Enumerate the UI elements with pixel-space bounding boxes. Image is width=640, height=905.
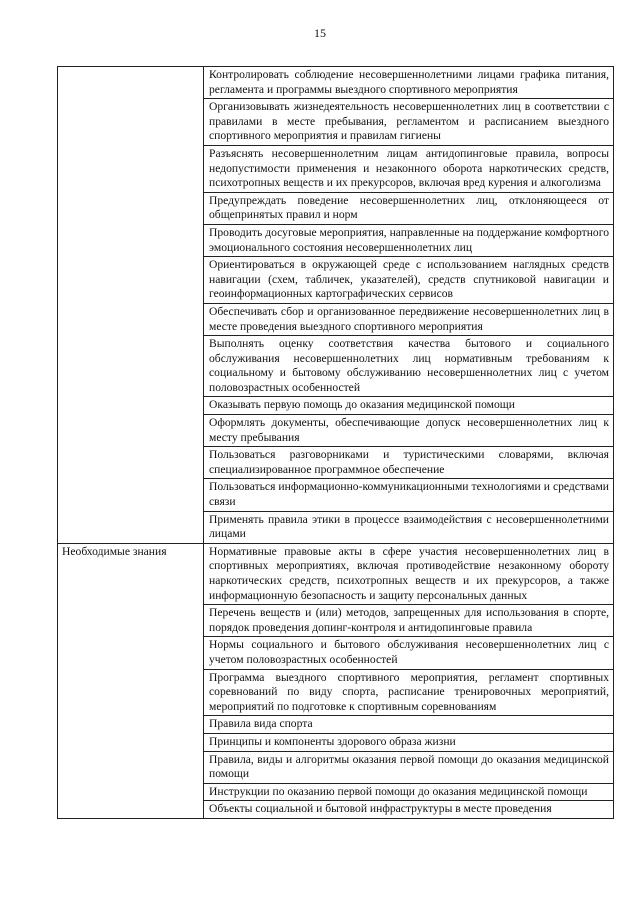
skill-item: Проводить досуговые мероприятия, направленные на поддержание комфортного эмоционального состояния несовершеннолетних лиц	[204, 224, 614, 256]
skill-item: Пользоваться разговорниками и туристическими словарями, включая специализированное программное обеспечение	[204, 447, 614, 479]
section-label-knowledge: Необходимые знания	[58, 543, 204, 818]
knowledge-item: Инструкции по оказанию первой помощи до оказания медицинской помощи	[204, 783, 614, 801]
page-number: 15	[314, 26, 326, 40]
knowledge-item: Принципы и компоненты здорового образа жизни	[204, 733, 614, 751]
skill-item: Контролировать соблюдение несовершеннолетними лицами графика питания, регламента и программы выездного спортивного мероприятия	[204, 67, 614, 99]
table-row	[58, 67, 614, 99]
skill-item: Разъяснять несовершеннолетним лицам антидопинговые правила, вопросы недопустимости применения и незаконного оборота наркотических средств, психотропных веществ и их прекурсоров, включая вред курения и алкоголизма	[204, 145, 614, 192]
knowledge-item: Нормативные правовые акты в сфере участия несовершеннолетних лиц в спортивных мероприятиях, включая противодействие незаконному обороту наркотических средств, психотропных веществ и их прекурсоров, а также информационную безопасность и защиту персональных данных	[204, 543, 614, 604]
knowledge-item: Объекты социальной и бытовой инфраструктуры в месте проведения	[204, 801, 614, 819]
knowledge-item: Правила вида спорта	[204, 716, 614, 734]
knowledge-item: Правила, виды и алгоритмы оказания первой помощи до оказания медицинской помощи	[204, 751, 614, 783]
knowledge-item: Нормы социального и бытового обслуживания несовершеннолетних лиц с учетом половозрастных особенностей	[204, 637, 614, 669]
skill-item: Пользоваться информационно-коммуникационными технологиями и средствами связи	[204, 479, 614, 511]
section-label-skills	[58, 67, 204, 544]
skill-item: Предупреждать поведение несовершеннолетних лиц, отклоняющееся от общепринятых правил и норм	[204, 192, 614, 224]
table-row	[58, 543, 614, 604]
competency-table	[57, 66, 614, 819]
skill-item: Организовывать жизнедеятельность несовершеннолетних лиц в соответствии с правилами в месте пребывания, регламентом и расписанием выездного спортивного мероприятия и правилам гигиены	[204, 99, 614, 146]
table-body	[58, 67, 614, 819]
skill-item: Оформлять документы, обеспечивающие допуск несовершеннолетних лиц к месту пребывания	[204, 415, 614, 447]
knowledge-item: Перечень веществ и (или) методов, запрещенных для использования в спорте, порядок проведения допинг-контроля и антидопинговые правила	[204, 605, 614, 637]
skill-item: Ориентироваться в окружающей среде с использованием наглядных средств навигации (схем, табличек, указателей), средств спутниковой навигации и геоинформационных картографических сервисов	[204, 257, 614, 304]
skill-item: Применять правила этики в процессе взаимодействия с несовершеннолетними лицами	[204, 511, 614, 543]
skill-item: Оказывать первую помощь до оказания медицинской помощи	[204, 397, 614, 415]
skill-item: Обеспечивать сбор и организованное передвижение несовершеннолетних лиц в месте проведения выездного спортивного мероприятия	[204, 303, 614, 335]
knowledge-item: Программа выездного спортивного мероприятия, регламент спортивных соревнований по виду спорта, расписание тренировочных мероприятий, мероприятий по подготовке к спортивным соревнованиям	[204, 669, 614, 716]
skill-item: Выполнять оценку соответствия качества бытового и социального обслуживания несовершеннолетних лиц нормативным требованиям к социальному и бытовому обслуживанию несовершеннолетних лиц с учетом половозрастных особенностей	[204, 336, 614, 397]
